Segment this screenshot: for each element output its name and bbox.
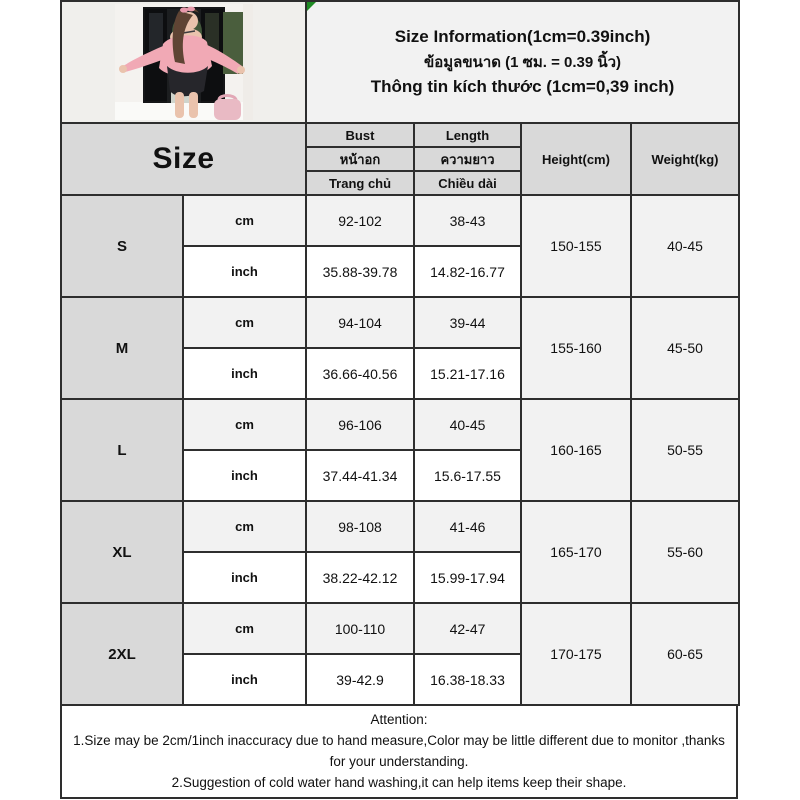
header-bust-en: Bust [306,123,414,147]
header-height: Height(cm) [521,123,631,195]
headband-bow-2 [187,7,195,12]
header-length-th: ความยาว [414,147,521,171]
size-chart-sheet [60,0,738,799]
attention-line2: 2.Suggestion of cold water hand washing,it can help items keep their shape. [171,775,627,790]
length-inch-s: 14.82-16.77 [414,246,521,297]
size-label-l: L [61,399,183,501]
table-row-m-cm [61,297,739,348]
leg-left [175,92,184,118]
hand-right [237,66,245,74]
header-row-1 [61,123,739,147]
length-inch-2xl: 16.38-18.33 [414,654,521,705]
header-length-en: Length [414,123,521,147]
table-row-s-cm [61,195,739,246]
unit-cm: cm [183,501,306,552]
pink-bag [214,99,241,120]
hand-left [119,65,127,73]
length-inch-xl: 15.99-17.94 [414,552,521,603]
height-2xl: 170-175 [521,603,631,705]
unit-inch: inch [183,552,306,603]
bust-inch-m: 36.66-40.56 [306,348,414,399]
weight-2xl: 60-65 [631,603,739,705]
unit-inch: inch [183,450,306,501]
unit-cm: cm [183,399,306,450]
weight-l: 50-55 [631,399,739,501]
door-glass-left [149,13,163,51]
title-en: Size Information(1cm=0.39inch) [394,27,651,46]
title-cell [306,1,739,123]
length-cm-s: 38-43 [414,195,521,246]
length-inch-l: 15.6-17.55 [414,450,521,501]
model-photo [115,4,253,120]
title-vi: Thông tin kích thước (1cm=0,39 inch) [370,77,675,96]
height-xl: 165-170 [521,501,631,603]
attention-line1: 1.Size may be 2cm/1inch inaccuracy due to hand measure,Color may be little different due to monitor ,thanks for your understanding. [73,733,725,769]
unit-cm: cm [183,603,306,654]
bust-cm-xl: 98-108 [306,501,414,552]
length-inch-m: 15.21-17.16 [414,348,521,399]
table-row-xl-cm [61,501,739,552]
header-bust-th: หน้าอก [306,147,414,171]
table-row-l-cm [61,399,739,450]
table-row-2xl-cm [61,603,739,654]
top-row [61,1,739,123]
unit-cm: cm [183,195,306,246]
unit-inch: inch [183,246,306,297]
headband-bow [180,7,188,12]
size-label-m: M [61,297,183,399]
size-label-s: S [61,195,183,297]
attention-box [60,704,738,799]
title-th: ข้อมูลขนาด (1 ซม. = 0.39 นิ้ว) [423,54,622,71]
cell-corner-flag-icon [307,2,316,11]
pillar-right [243,4,253,120]
bust-cm-s: 92-102 [306,195,414,246]
length-cm-xl: 41-46 [414,501,521,552]
product-photo-cell [61,1,306,123]
header-weight: Weight(kg) [631,123,739,195]
bust-cm-l: 96-106 [306,399,414,450]
bust-inch-2xl: 39-42.9 [306,654,414,705]
bust-inch-l: 37.44-41.34 [306,450,414,501]
height-s: 150-155 [521,195,631,297]
length-cm-2xl: 42-47 [414,603,521,654]
height-m: 155-160 [521,297,631,399]
size-label-xl: XL [61,501,183,603]
unit-cm: cm [183,297,306,348]
weight-m: 45-50 [631,297,739,399]
bust-inch-xl: 38.22-42.12 [306,552,414,603]
weight-xl: 55-60 [631,501,739,603]
leg-right [189,92,198,118]
header-length-vi: Chiều dài [414,171,521,195]
size-table [60,0,740,706]
unit-inch: inch [183,348,306,399]
size-label-2xl: 2XL [61,603,183,705]
attention-title: Attention: [370,712,428,727]
header-size: Size [61,123,306,195]
height-l: 160-165 [521,399,631,501]
bust-cm-m: 94-104 [306,297,414,348]
bust-inch-s: 35.88-39.78 [306,246,414,297]
unit-inch: inch [183,654,306,705]
weight-s: 40-45 [631,195,739,297]
header-bust-vi: Trang chủ [306,171,414,195]
length-cm-l: 40-45 [414,399,521,450]
bust-cm-2xl: 100-110 [306,603,414,654]
length-cm-m: 39-44 [414,297,521,348]
